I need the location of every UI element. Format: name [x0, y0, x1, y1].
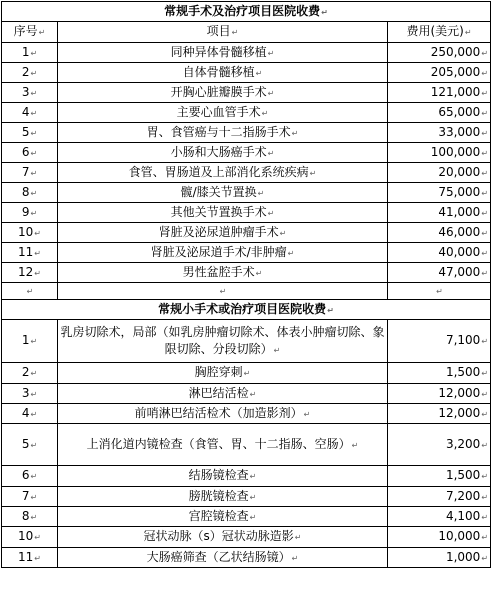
paragraph-mark-icon: ↵: [267, 148, 275, 158]
row-item-text: 胸腔穿刺: [194, 365, 243, 379]
paragraph-mark-icon: ↵: [481, 369, 489, 378]
row-fee: [388, 183, 491, 203]
row-item-text: 胃、食管癌与十二指肠手术: [146, 124, 291, 139]
section2-title-cell-text: 常规小手术或治疗项目医院收费: [158, 301, 327, 316]
table-row: [2, 527, 491, 548]
paragraph-mark-icon: ↵: [38, 28, 46, 37]
row-fee-text: 47,000: [438, 264, 481, 279]
row-number: [2, 103, 58, 123]
row-fee-text: 205,000: [430, 64, 481, 79]
paragraph-mark-icon: ↵: [481, 512, 489, 522]
row-item-text: 上消化道内镜检查（食管、胃、十二指肠、空肠）: [86, 436, 351, 451]
table-row: [2, 103, 491, 123]
paragraph-mark-icon: ↵: [30, 128, 38, 138]
row-fee: [388, 404, 491, 424]
row-item-text: 肾脏及泌尿道手术/非肿瘤: [150, 244, 287, 259]
table-row: [2, 203, 491, 223]
row-item: [58, 507, 388, 527]
table-header-row: [2, 22, 491, 43]
table-row: [2, 123, 491, 143]
paragraph-mark-icon: ↵: [30, 68, 38, 78]
paragraph-mark-icon: ↵: [34, 248, 41, 258]
paragraph-mark-icon: ↵: [249, 492, 257, 502]
row-number: [2, 163, 58, 183]
row-fee: [388, 487, 491, 507]
row-fee: [388, 507, 491, 527]
paragraph-mark-icon: ↵: [481, 148, 489, 158]
table-row: [2, 263, 491, 283]
paragraph-mark-icon: ↵: [481, 128, 489, 138]
table-row: [2, 320, 491, 363]
paragraph-mark-icon: ↵: [481, 492, 489, 502]
section1-title: [2, 2, 491, 22]
header-fee-text: 费用(美元): [406, 24, 464, 38]
row-item: [58, 527, 388, 548]
row-fee-text: 10,000: [438, 529, 481, 543]
paragraph-mark-icon: ↵: [481, 472, 489, 481]
row-number-text: 4: [21, 405, 30, 420]
paragraph-mark-icon: ↵: [327, 305, 334, 315]
row-fee: [388, 363, 491, 384]
row-item: [58, 103, 388, 123]
paragraph-mark-icon: ↵: [34, 268, 41, 278]
table-row: [2, 143, 491, 163]
row-fee-text: 1,500: [445, 365, 481, 379]
paragraph-mark-icon: ↵: [30, 389, 38, 399]
row-item: [58, 466, 388, 487]
table-row: [2, 163, 491, 183]
row-item: [58, 404, 388, 424]
row-fee-text: 121,000: [430, 84, 481, 99]
row-item-text: 开胸心脏瓣膜手术: [170, 84, 267, 99]
row-number: [2, 507, 58, 527]
row-fee: [388, 43, 491, 63]
row-item-text: 乳房切除术，局部（如乳房肿瘤切除术、体表小肿瘤切除、象限切除、分段切除）: [60, 324, 385, 356]
paragraph-mark-icon: ↵: [273, 345, 281, 355]
paragraph-mark-icon: ↵: [30, 369, 38, 378]
row-number-text: 6: [21, 468, 30, 482]
paragraph-mark-icon: ↵: [481, 409, 489, 419]
row-fee: [388, 384, 491, 404]
row-fee-text: 12,000: [438, 385, 481, 400]
table-row: [2, 487, 491, 507]
paragraph-mark-icon: ↵: [30, 472, 38, 481]
row-number-text: 8: [21, 508, 30, 523]
table-row: [2, 507, 491, 527]
paragraph-mark-icon: ↵: [436, 287, 443, 296]
row-number-text: 6: [21, 144, 30, 159]
row-number-text: 2: [21, 64, 30, 79]
section1-title-cell-text: 常规手术及治疗项目医院收费: [164, 3, 321, 18]
row-fee-text: 4,100: [445, 508, 481, 523]
row-fee: [388, 103, 491, 123]
row-fee: [388, 527, 491, 548]
row-fee: [388, 320, 491, 363]
row-number: [2, 243, 58, 263]
row-number-text: 7: [21, 488, 30, 503]
row-item: [58, 487, 388, 507]
row-number: [2, 363, 58, 384]
row-fee-text: 41,000: [438, 204, 481, 219]
paragraph-mark-icon: ↵: [279, 228, 287, 238]
row-fee-text: 1,000: [445, 549, 481, 564]
row-number-text: 12: [18, 264, 34, 279]
empty-cell: [388, 283, 491, 300]
row-item: [58, 243, 388, 263]
row-item: [58, 384, 388, 404]
row-item-text: 同种异体骨髓移植: [170, 44, 267, 59]
row-number-text: 3: [21, 385, 30, 400]
row-number: [2, 183, 58, 203]
empty-row: [2, 283, 491, 300]
row-fee: [388, 223, 491, 243]
paragraph-mark-icon: ↵: [303, 409, 311, 419]
row-fee: [388, 548, 491, 568]
row-item-text: 男性盆腔手术: [182, 264, 255, 279]
row-item: [58, 183, 388, 203]
paragraph-mark-icon: ↵: [294, 533, 302, 542]
row-item-text: 膀胱镜检查: [188, 488, 249, 503]
fee-table: [1, 1, 491, 568]
row-fee: [388, 263, 491, 283]
paragraph-mark-icon: ↵: [30, 440, 38, 450]
row-fee-text: 250,000: [430, 44, 481, 59]
row-number-text: 4: [21, 104, 30, 119]
table-row: [2, 363, 491, 384]
row-number: [2, 223, 58, 243]
table-row: [2, 43, 491, 63]
table-row: [2, 183, 491, 203]
header-number: [2, 22, 58, 43]
row-fee-text: 12,000: [438, 405, 481, 420]
paragraph-mark-icon: ↵: [481, 88, 489, 98]
paragraph-mark-icon: ↵: [267, 208, 275, 218]
row-fee: [388, 143, 491, 163]
row-item: [58, 123, 388, 143]
paragraph-mark-icon: ↵: [231, 28, 239, 37]
table-row: [2, 243, 491, 263]
row-item: [58, 548, 388, 568]
row-number-text: 7: [21, 164, 30, 179]
row-fee: [388, 163, 491, 183]
row-item: [58, 203, 388, 223]
row-item: [58, 320, 388, 363]
paragraph-mark-icon: ↵: [34, 553, 41, 563]
row-number-text: 11: [18, 244, 34, 259]
row-fee: [388, 83, 491, 103]
paragraph-mark-icon: ↵: [243, 369, 251, 378]
table-row: [2, 223, 491, 243]
row-number: [2, 43, 58, 63]
paragraph-mark-icon: ↵: [267, 48, 275, 58]
header-fee: [388, 22, 491, 43]
row-number-text: 5: [21, 436, 30, 451]
row-fee-text: 75,000: [438, 184, 481, 199]
row-item: [58, 143, 388, 163]
table-row: [2, 404, 491, 424]
paragraph-mark-icon: ↵: [30, 48, 38, 58]
row-item: [58, 263, 388, 283]
row-fee-text: 100,000: [430, 144, 481, 159]
row-item-text: 前哨淋巴结活检术（加造影剂）: [134, 405, 303, 420]
paragraph-mark-icon: ↵: [321, 7, 328, 17]
paragraph-mark-icon: ↵: [249, 512, 257, 522]
row-number-text: 9: [21, 204, 30, 219]
row-item-text: 髋/膝关节置换: [180, 184, 257, 199]
row-fee-text: 1,500: [445, 468, 481, 482]
row-item: [58, 83, 388, 103]
paragraph-mark-icon: ↵: [481, 553, 489, 563]
paragraph-mark-icon: ↵: [481, 533, 489, 542]
row-item-text: 其他关节置换手术: [170, 204, 267, 219]
row-number: [2, 83, 58, 103]
row-fee: [388, 123, 491, 143]
section2-title-cell: [2, 300, 491, 320]
paragraph-mark-icon: ↵: [481, 68, 489, 78]
row-item-text: 肾脏及泌尿道肿瘤手术: [158, 224, 279, 239]
empty-cell: [2, 283, 58, 300]
row-number-text: 10: [18, 529, 34, 543]
row-fee-text: 65,000: [438, 104, 481, 119]
row-number: [2, 143, 58, 163]
row-number-text: 11: [18, 549, 34, 564]
row-number: [2, 527, 58, 548]
paragraph-mark-icon: ↵: [30, 492, 38, 502]
row-item: [58, 223, 388, 243]
paragraph-mark-icon: ↵: [291, 128, 299, 138]
table-row: [2, 548, 491, 568]
row-number: [2, 487, 58, 507]
paragraph-mark-icon: ↵: [481, 168, 489, 178]
paragraph-mark-icon: ↵: [34, 533, 41, 542]
row-number: [2, 404, 58, 424]
row-number-text: 10: [18, 224, 34, 239]
paragraph-mark-icon: ↵: [481, 188, 489, 198]
row-number-text: 3: [21, 84, 30, 99]
row-number: [2, 263, 58, 283]
paragraph-mark-icon: ↵: [481, 248, 489, 258]
paragraph-mark-icon: ↵: [30, 168, 38, 178]
row-fee-text: 3,200: [445, 436, 481, 451]
paragraph-mark-icon: ↵: [481, 389, 489, 399]
header-item-text: 项目: [206, 24, 231, 38]
row-number: [2, 548, 58, 568]
row-item: [58, 43, 388, 63]
row-item-text: 小肠和大肠癌手术: [170, 144, 267, 159]
row-fee: [388, 466, 491, 487]
row-item: [58, 363, 388, 384]
paragraph-mark-icon: ↵: [30, 409, 38, 419]
row-item: [58, 163, 388, 183]
row-item: [58, 424, 388, 466]
row-item-text: 淋巴结活检: [188, 385, 249, 400]
row-fee-text: 46,000: [438, 224, 481, 239]
row-item-text: 冠状动脉（s）冠状动脉造影: [143, 529, 294, 543]
paragraph-mark-icon: ↵: [255, 68, 263, 78]
section1-title-cell: [2, 2, 491, 22]
paragraph-mark-icon: ↵: [30, 337, 38, 346]
paragraph-mark-icon: ↵: [30, 512, 38, 522]
row-item-text: 自体骨髓移植: [182, 64, 255, 79]
paragraph-mark-icon: ↵: [481, 268, 489, 278]
row-number-text: 8: [21, 184, 30, 199]
table-row: [2, 63, 491, 83]
paragraph-mark-icon: ↵: [30, 188, 38, 198]
row-fee-text: 7,200: [445, 488, 481, 503]
row-number: [2, 424, 58, 466]
row-item: [58, 63, 388, 83]
paragraph-mark-icon: ↵: [481, 208, 489, 218]
paragraph-mark-icon: ↵: [464, 28, 472, 37]
row-fee-text: 20,000: [438, 164, 481, 179]
row-number: [2, 63, 58, 83]
paragraph-mark-icon: ↵: [481, 337, 489, 346]
row-number: [2, 123, 58, 143]
paragraph-mark-icon: ↵: [255, 268, 263, 278]
table-row: [2, 83, 491, 103]
row-number-text: 2: [21, 365, 30, 379]
paragraph-mark-icon: ↵: [351, 440, 359, 450]
row-fee: [388, 243, 491, 263]
table-row: [2, 424, 491, 466]
row-number: [2, 203, 58, 223]
row-number-text: 1: [21, 333, 30, 347]
paragraph-mark-icon: ↵: [261, 108, 269, 118]
paragraph-mark-icon: ↵: [249, 389, 257, 399]
paragraph-mark-icon: ↵: [30, 88, 38, 98]
paragraph-mark-icon: ↵: [287, 248, 295, 258]
row-fee-text: 40,000: [438, 244, 481, 259]
paragraph-mark-icon: ↵: [249, 472, 257, 481]
paragraph-mark-icon: ↵: [481, 228, 489, 238]
row-number: [2, 320, 58, 363]
paragraph-mark-icon: ↵: [291, 553, 299, 563]
table-row: [2, 384, 491, 404]
paragraph-mark-icon: ↵: [309, 168, 317, 178]
row-number-text: 5: [21, 124, 30, 139]
row-number: [2, 384, 58, 404]
header-number-text: 序号: [13, 24, 38, 38]
paragraph-mark-icon: ↵: [30, 108, 38, 118]
paragraph-mark-icon: ↵: [30, 208, 38, 218]
row-number: [2, 466, 58, 487]
row-item-text: 食管、胃肠道及上部消化系统疾病: [128, 164, 309, 179]
paragraph-mark-icon: ↵: [26, 287, 34, 296]
row-fee: [388, 424, 491, 466]
table-row: [2, 466, 491, 487]
row-fee: [388, 203, 491, 223]
empty-cell: [58, 283, 388, 300]
row-number-text: 1: [21, 44, 30, 59]
header-item: [58, 22, 388, 43]
paragraph-mark-icon: ↵: [257, 188, 265, 198]
paragraph-mark-icon: ↵: [481, 440, 489, 450]
row-fee: [388, 63, 491, 83]
fee-table-body: [2, 2, 491, 568]
row-item-text: 主要心血管手术: [176, 104, 261, 119]
paragraph-mark-icon: ↵: [481, 48, 489, 58]
row-item-text: 结肠镜检查: [188, 468, 249, 482]
section2-title: [2, 300, 491, 320]
paragraph-mark-icon: ↵: [481, 108, 489, 118]
paragraph-mark-icon: ↵: [34, 228, 41, 238]
row-item-text: 大肠癌筛查（乙状结肠镜）: [146, 549, 291, 564]
row-fee-text: 7,100: [445, 333, 481, 347]
paragraph-mark-icon: ↵: [30, 148, 38, 158]
paragraph-mark-icon: ↵: [267, 88, 275, 98]
paragraph-mark-icon: ↵: [219, 287, 227, 296]
row-item-text: 宫腔镜检查: [188, 508, 249, 523]
row-fee-text: 33,000: [438, 124, 481, 139]
